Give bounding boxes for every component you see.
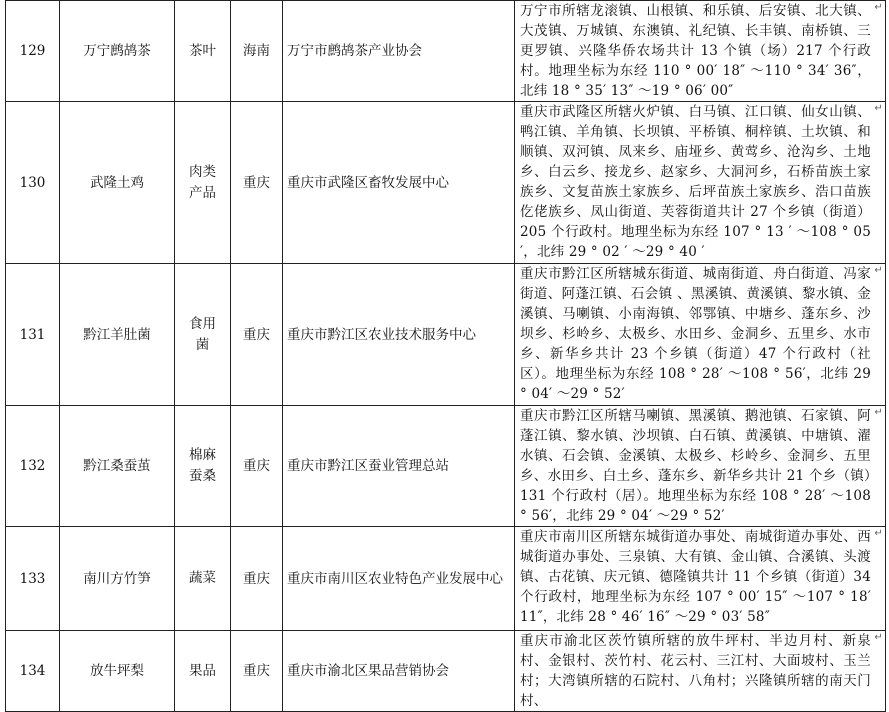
product-name: 黔江羊肚菌	[60, 264, 175, 406]
paragraph-mark-icon: ↵	[874, 103, 883, 114]
product-name: 放牛坪梨	[60, 631, 175, 712]
applicant-organization: 重庆市黔江区农业技术服务中心	[283, 264, 515, 406]
product-name: 万宁鹧鸪茶	[60, 1, 175, 102]
province: 重庆	[231, 631, 283, 712]
province: 重庆	[231, 264, 283, 406]
table-row	[6, 406, 886, 527]
paragraph-mark-icon: ↵	[874, 265, 883, 276]
protected-area-cell	[515, 1, 886, 102]
row-number: 131	[6, 264, 60, 406]
protected-area-text: 重庆市黔江区所辖城东街道、城南街道、舟白街道、冯家街道、阿蓬江镇、石会镇 、黑溪镇、黄溪镇、黎水镇、金溪镇、马喇镇、小南海镇、邻鄂镇、中塘乡、蓬东乡、沙坝乡、杉岭乡、太极乡、水田乡、金洞乡、五里乡、水市乡、新华乡共计 23 个乡镇（街道）47 个行政村（社区）。地理坐标为东经 108 ° 28′ ～108 ° 56′，北纬 29 ° 04′ ～29 ° 52′	[520, 266, 871, 402]
protected-area-cell	[515, 102, 886, 264]
protected-area-cell	[515, 527, 886, 631]
product-category	[175, 406, 231, 527]
category-text: 果品	[189, 662, 216, 679]
protected-area-text: 重庆市渝北区茨竹镇所辖的放牛坪村、半边月村、新泉村、金银村、茨竹村、花云村、三江村、大面坡村、玉兰村；大湾镇所辖的石院村、八角村；兴隆镇所辖的南天门村、	[520, 633, 871, 709]
applicant-organization: 重庆市黔江区蚕业管理总站	[283, 406, 515, 527]
protected-area-cell	[515, 631, 886, 712]
table-row	[6, 527, 886, 631]
table-row	[6, 264, 886, 406]
category-text: 棉麻蚕桑	[189, 447, 216, 484]
category-text: 肉类产品	[189, 163, 216, 201]
category-text: 蔬菜	[189, 570, 216, 586]
applicant-organization: 重庆市渝北区果品营销协会	[283, 631, 515, 712]
product-name: 武隆土鸡	[60, 102, 175, 264]
protected-area-cell	[515, 264, 886, 406]
table-row	[6, 102, 886, 264]
category-text: 茶叶	[189, 42, 216, 59]
paragraph-mark-icon: ↵	[874, 2, 883, 13]
product-registry-table	[5, 0, 886, 712]
protected-area-text: 万宁市所辖龙滚镇、山根镇、和乐镇、后安镇、北大镇、大茂镇、万城镇、东澳镇、礼纪镇、长丰镇、南桥镇、三更罗镇、兴隆华侨农场共计 13 个镇（场）217 个行政村。地理坐标为东经 110 ° 00′ 18″ ～110 ° 34′ 36″，北纬 18 ° 35′ 13″ ～19 ° 06′ 00″	[520, 3, 871, 99]
product-category	[175, 264, 231, 406]
row-number: 134	[6, 631, 60, 712]
table-row	[6, 1, 886, 102]
paragraph-mark-icon: ↵	[874, 528, 883, 539]
row-number: 129	[6, 1, 60, 102]
row-number: 130	[6, 102, 60, 264]
protected-area-text: 重庆市黔江区所辖马喇镇、黑溪镇、鹅池镇、石家镇、阿蓬江镇、黎水镇、沙坝镇、白石镇、黄溪镇、中塘镇、濯水镇、石会镇、金溪镇、太极乡、杉岭乡、金洞乡、五里乡、水田乡、白土乡、蓬东乡、新华乡共计 21 个乡（镇）131 个行政村（居）。地理坐标为东经 108 ° 28′ ～108 ° 56′，北纬 29 ° 04′ ～29 ° 52′	[520, 408, 871, 524]
applicant-organization: 重庆市武隆区畜牧发展中心	[283, 102, 515, 264]
row-number: 133	[6, 527, 60, 631]
province: 重庆	[231, 102, 283, 264]
row-number: 132	[6, 406, 60, 527]
category-text: 食用菌	[189, 315, 216, 353]
paragraph-mark-icon: ↵	[874, 407, 883, 418]
product-category	[175, 102, 231, 264]
product-category	[175, 527, 231, 631]
product-name: 黔江桑蚕茧	[60, 406, 175, 527]
product-category	[175, 1, 231, 102]
province: 海南	[231, 1, 283, 102]
protected-area-text: 重庆市武隆区所辖火炉镇、白马镇、江口镇、仙女山镇、鸭江镇、羊角镇、长坝镇、平桥镇、桐梓镇、土坎镇、和顺镇、双河镇、凤来乡、庙垭乡、黄莺乡、沧沟乡、土地乡、白云乡、接龙乡、赵家乡、大洞河乡，石桥苗族土家族乡、文复苗族土家族乡、后坪苗族土家族乡、浩口苗族仡佬族乡、凤山街道、芙蓉街道共计 27 个乡镇（街道）205 个行政村。地理坐标为东经 107 ° 13 ′ ～108 ° 05 ′，北纬 29 ° 02 ′ ～29 ° 40 ′	[520, 104, 871, 260]
product-category	[175, 631, 231, 712]
province: 重庆	[231, 527, 283, 631]
paragraph-mark-icon: ↵	[874, 632, 883, 643]
applicant-organization: 重庆市南川区农业特色产业发展中心	[283, 527, 515, 631]
applicant-organization: 万宁市鹧鸪茶产业协会	[283, 1, 515, 102]
table-row	[6, 631, 886, 712]
protected-area-cell	[515, 406, 886, 527]
product-name: 南川方竹笋	[60, 527, 175, 631]
protected-area-text: 重庆市南川区所辖东城街道办事处、南城街道办事处、西城街道办事处、三泉镇、大有镇、金山镇、合溪镇、头渡镇、古花镇、庆元镇、德隆镇共计 11 个乡镇（街道）34 个行政村，地理坐标为东经 107 ° 00′ 15″ ～107 ° 18′ 11″，北纬 28 ° 46′ 16″ ～29 ° 03′ 58″	[520, 529, 871, 625]
province: 重庆	[231, 406, 283, 527]
